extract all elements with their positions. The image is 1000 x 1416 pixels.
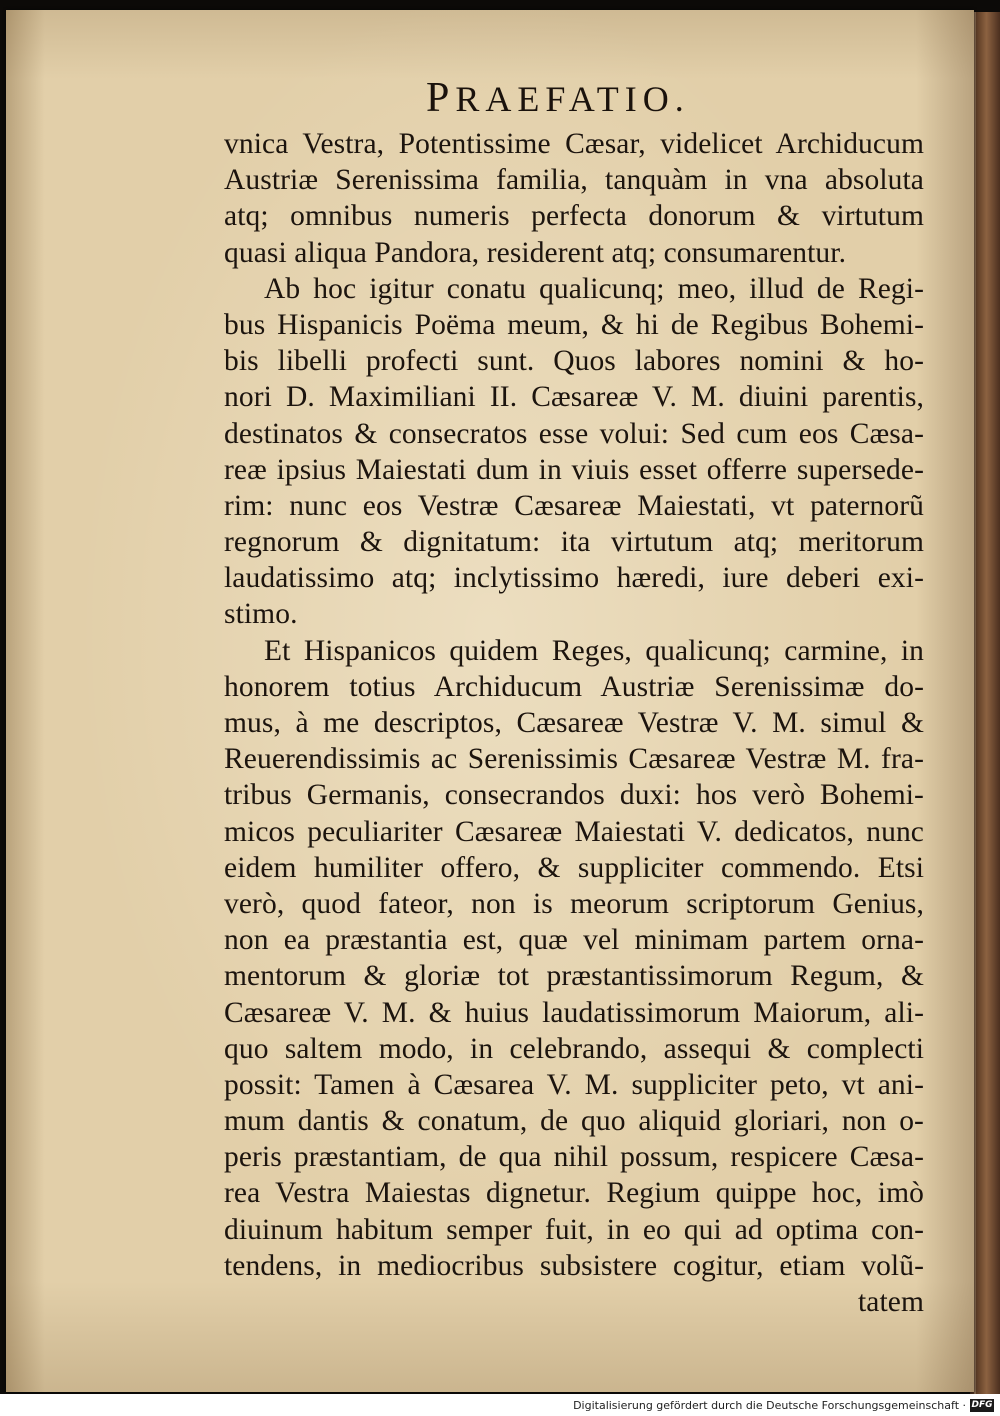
text-line: Et Hispanicos quidem Reges, qualicunq; carmine, in: [264, 634, 924, 667]
text-line: rim: nunc eos Vestræ Cæsareæ Maiestati, vt paternorũ: [224, 489, 924, 522]
text-line: mum dantis & conatum, de quo aliquid gloriari, non o-: [224, 1105, 924, 1138]
text-line: micos peculiariter Cæsareæ Maiestati V. dedicatos, nunc: [224, 815, 924, 848]
catchword: tatem: [857, 1286, 924, 1318]
text-line: Ab hoc igitur conatu qualicunq; meo, illud de Regi-: [264, 272, 924, 305]
text-line: destinatos & consecratos esse volui: Sed cum eos Cæsa-: [224, 417, 924, 450]
text-line: non ea præstantia est, quæ vel minimam partem orna-: [224, 924, 924, 957]
footer-bar: [0, 1394, 1000, 1416]
text-line: Cæsareæ V. M. & huius laudatissimorum Maiorum, ali-: [224, 996, 924, 1029]
text-line: laudatissimo atq; inclytissimo hæredi, iure deberi exi-: [224, 562, 924, 595]
text-line: rea Vestra Maiestas dignetur. Regium quippe hoc, imò: [224, 1177, 924, 1210]
page-body-text: [224, 126, 924, 1320]
text-line: mentorum & gloriæ tot præstantissimorum Regum, &: [224, 960, 924, 993]
text-line: atq; omnibus numeris perfecta donorum & virtutum: [224, 200, 924, 233]
text-line: vnica Vestra, Potentissime Cæsar, videlicet Archiducum: [224, 128, 924, 160]
text-line: mus, à me descriptos, Cæsareæ Vestræ V. M. simul &: [224, 707, 924, 739]
text-line: possit: Tamen à Cæsarea V. M. suppliciter peto, vt ani-: [224, 1068, 924, 1101]
text-line: peris præstantiam, de qua nihil possum, respicere Cæsa-: [224, 1141, 924, 1174]
book-page: [6, 10, 974, 1392]
text-line: reæ ipsius Maiestati dum in viuis esset offerre supersede-: [224, 453, 924, 486]
text-line: regnorum & dignitatum: ita virtutum atq; meritorum: [224, 526, 924, 559]
text-line: quasi aliqua Pandora, residerent atq; consumarentur.: [224, 236, 847, 269]
text-line: diuinum habitum semper fuit, in eo qui ad optima con-: [224, 1213, 924, 1246]
text-line: Austriæ Serenissima familia, tanquàm in vna absoluta: [224, 164, 924, 197]
text-line: bus Hispanicis Poëma meum, & hi de Regibus Bohemi-: [224, 308, 924, 341]
footer-credit: Digitalisierung gefördert durch die Deutsche Forschungsgemeinschaft ·: [573, 1399, 966, 1412]
text-line: stimo.: [224, 598, 298, 631]
text-line: tribus Germanis, consecrandos duxi: hos verò Bohemi-: [224, 779, 924, 812]
book-spine-edge: [970, 12, 1000, 1397]
text-line: verò, quod fateor, non is meorum scriptorum Genius,: [224, 887, 924, 920]
text-line: nori D. Maximiliani II. Cæsareæ V. M. diuini parentis,: [224, 381, 924, 414]
page-header: PRAEFATIO.: [426, 75, 690, 121]
dfg-logo-icon: DFG: [971, 1400, 993, 1410]
text-line: tendens, in mediocribus subsistere cogitur, etiam volũ-: [224, 1249, 924, 1282]
text-line: eidem humiliter offero, & suppliciter commendo. Etsi: [224, 851, 924, 884]
text-line: Reuerendissimis ac Serenissimis Cæsareæ Vestræ M. fra-: [224, 743, 924, 776]
text-line: bis libelli profecti sunt. Quos labores nomini & ho-: [224, 345, 924, 378]
text-line: quo saltem modo, in celebrando, assequi & complecti: [224, 1032, 924, 1065]
text-line: honorem totius Archiducum Austriæ Serenissimæ do-: [224, 670, 924, 703]
